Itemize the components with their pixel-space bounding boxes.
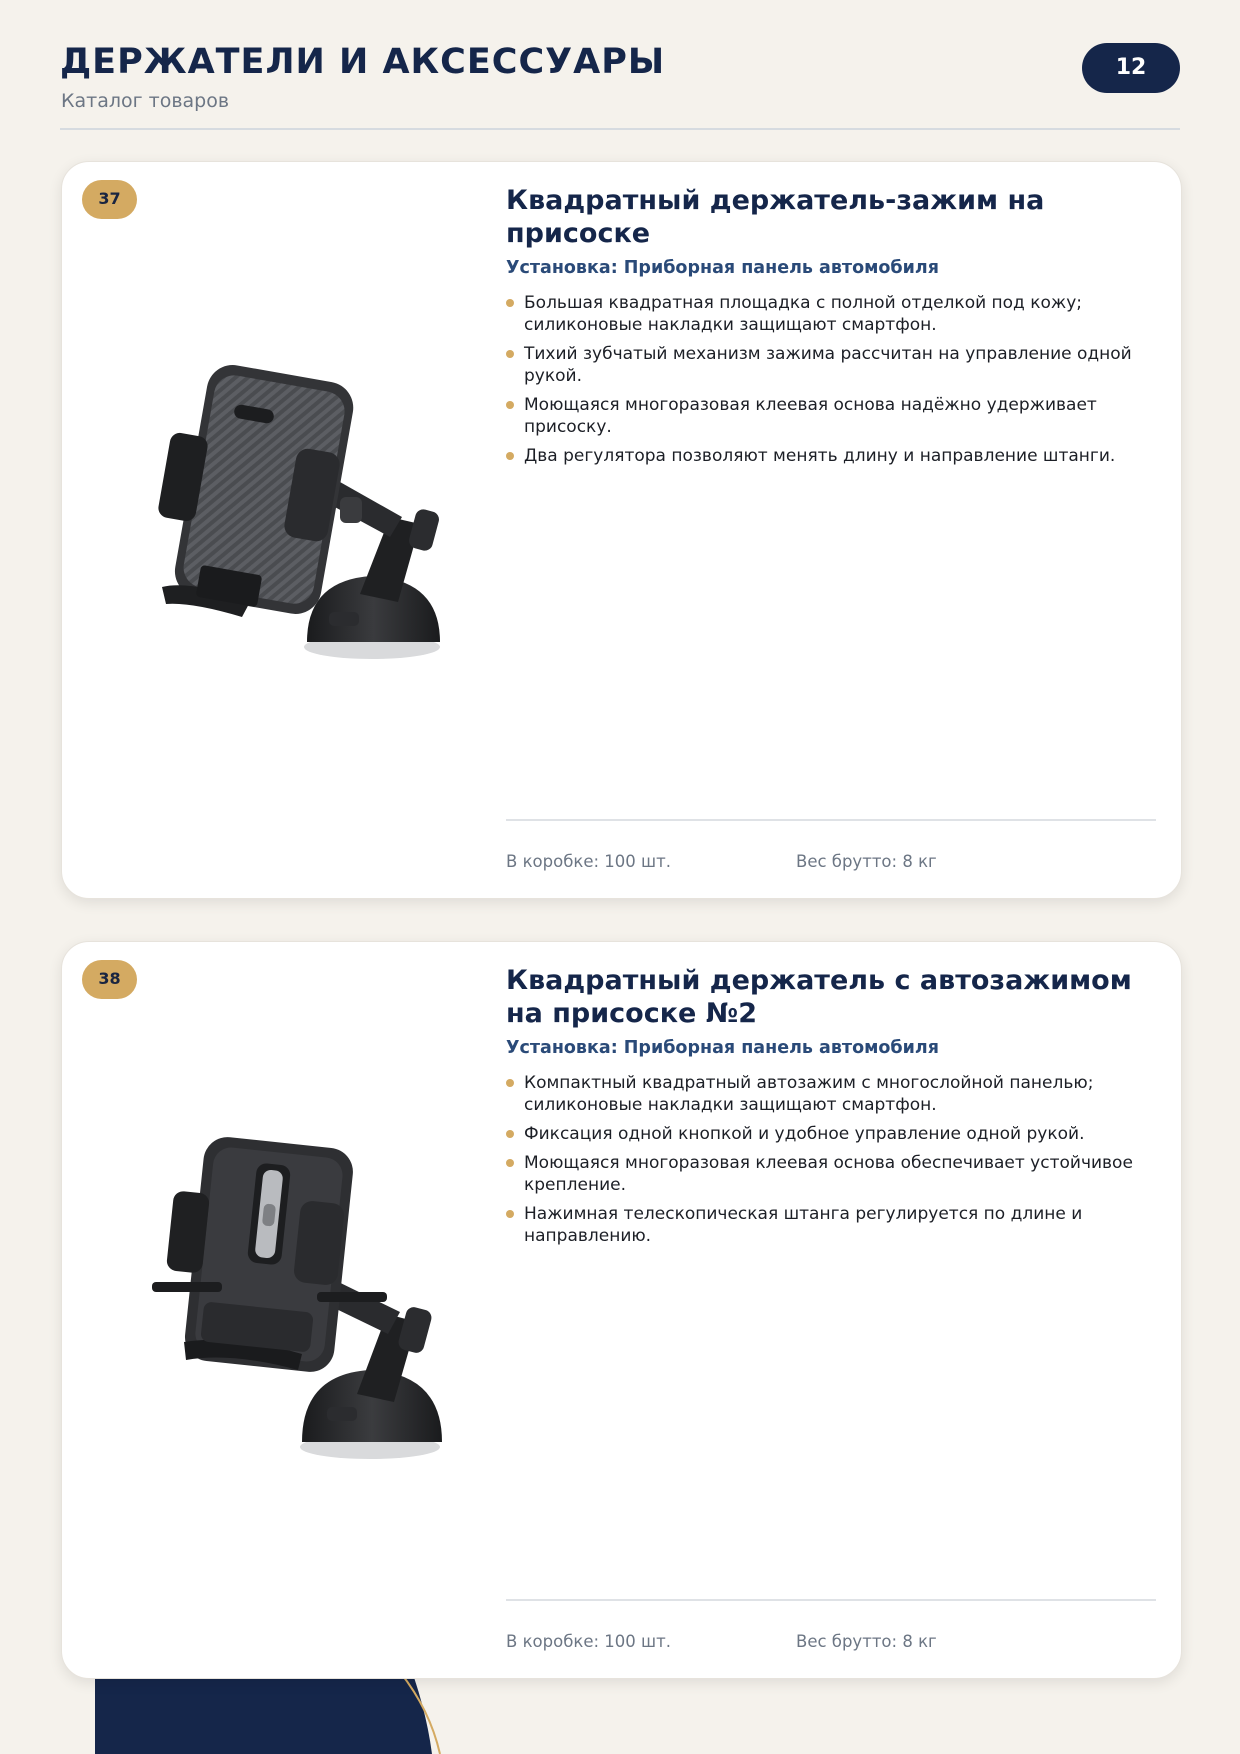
feature-item: Большая квадратная площадка с полной отделкой под кожу; силиконовые накладки защищают смартфон. — [506, 292, 1156, 336]
product-info — [506, 964, 1156, 1654]
feature-item: Фиксация одной кнопкой и удобное управление одной рукой. — [506, 1123, 1156, 1145]
page-subtitle: Каталог товаров — [61, 90, 230, 112]
product-title: Квадратный держатель-зажим на присоске — [506, 185, 1045, 249]
feature-item: Тихий зубчатый механизм зажима рассчитан на управление одной рукой. — [506, 343, 1156, 387]
feature-item: Нажимная телескопическая штанга регулируется по длине и направлению. — [506, 1203, 1156, 1247]
product-number-badge: 38 — [82, 960, 137, 999]
page-header — [60, 40, 1180, 130]
feature-item: Компактный квадратный автозажим с многослойной панелью; силиконовые накладки защищают смартфон. — [506, 1072, 1156, 1116]
product-card — [61, 161, 1182, 899]
installation-label: Установка: Приборная панель автомобиля — [506, 1038, 939, 1058]
box-quantity: В коробке: 100 шт. — [506, 1632, 671, 1651]
feature-list — [506, 1072, 1156, 1247]
page-title: ДЕРЖАТЕЛИ И АКСЕССУАРЫ — [60, 42, 666, 82]
card-footer-divider — [506, 819, 1156, 821]
box-quantity: В коробке: 100 шт. — [506, 852, 671, 871]
product-card — [61, 941, 1182, 1679]
product-title: Квадратный держатель с автозажимом на присоске №2 — [506, 965, 1132, 1029]
feature-item: Моющаяся многоразовая клеевая основа надёжно удерживает присоску. — [506, 394, 1156, 438]
feature-item: Два регулятора позволяют менять длину и направление штанги. — [506, 445, 1156, 467]
auto-clamp-phone-holder-icon — [102, 1102, 482, 1482]
product-number-badge: 37 — [82, 180, 137, 219]
installation-label: Установка: Приборная панель автомобиля — [506, 258, 939, 278]
product-info — [506, 184, 1156, 874]
card-footer-divider — [506, 1599, 1156, 1601]
header-divider — [60, 128, 1180, 130]
carbon-phone-holder-icon — [102, 312, 482, 692]
gross-weight: Вес брутто: 8 кг — [796, 852, 937, 871]
feature-list — [506, 292, 1156, 467]
gross-weight: Вес брутто: 8 кг — [796, 1632, 937, 1651]
page-number-badge: 12 — [1082, 43, 1180, 93]
feature-item: Моющаяся многоразовая клеевая основа обеспечивает устойчивое крепление. — [506, 1152, 1156, 1196]
